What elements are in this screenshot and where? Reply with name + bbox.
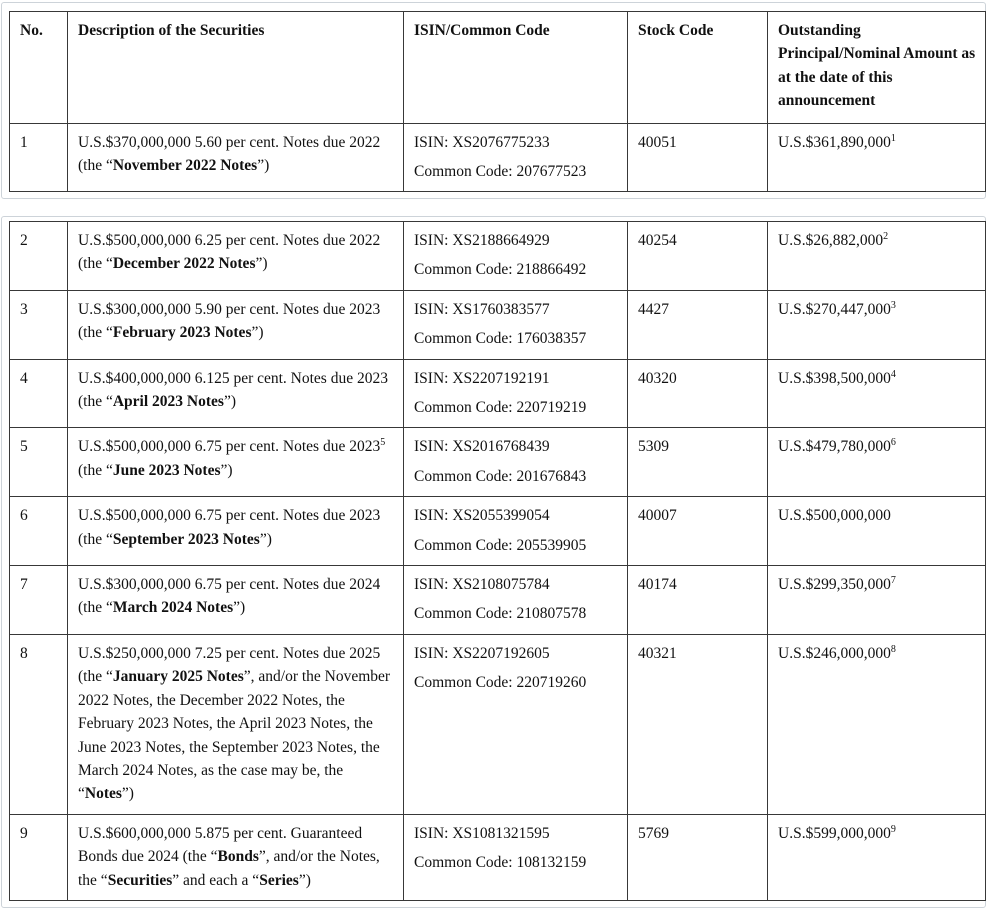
cell-row-number: 7	[10, 566, 68, 635]
header-cell-no: No.	[10, 12, 68, 124]
cell-row-number: 3	[10, 290, 68, 359]
table-row	[10, 814, 986, 900]
header-cell-description: Description of the Securities	[68, 12, 404, 124]
cell-row-number: 9	[10, 814, 68, 900]
cell-outstanding-amount: U.S.$270,447,000$^3$	[768, 290, 986, 359]
cell-isin-common-code	[404, 814, 628, 900]
common-code-line: Common Code: 220719260	[414, 674, 587, 692]
cell-security-description: U.S.$500,000,000 6.75 per cent. Notes due 2023$^5$ (the “June 2023 Notes”)	[68, 428, 404, 497]
isin-code-line: ISIN: XS2055399054	[414, 507, 550, 525]
header-cell-outstanding: Outstanding Principal/Nominal Amount as at the date of this announcement	[768, 12, 986, 124]
header-row	[10, 12, 986, 124]
common-code-line: Common Code: 218866492	[414, 261, 587, 279]
header-cell-isin: ISIN/Common Code	[404, 12, 628, 124]
common-code-line: Common Code: 220719219	[414, 399, 587, 417]
isin-code-line: ISIN: XS2016768439	[414, 438, 550, 456]
footnote-superscript: 1	[890, 132, 896, 144]
cell-security-description: U.S.$370,000,000 5.60 per cent. Notes due 2022 (the “November 2022 Notes”)	[68, 123, 404, 192]
cell-stock-code: 4427	[628, 290, 768, 359]
table-row	[10, 634, 986, 814]
cell-security-description: U.S.$600,000,000 5.875 per cent. Guaranteed Bonds due 2024 (the “Bonds”, and/or the Notes, the “Securities” and each a “Series”)	[68, 814, 404, 900]
common-code-line: Common Code: 176038357	[414, 330, 587, 348]
common-code-line: Common Code: 207677523	[414, 163, 587, 181]
cell-row-number: 5	[10, 428, 68, 497]
cell-outstanding-amount: U.S.$599,000,000$^9$	[768, 814, 986, 900]
table-row	[10, 290, 986, 359]
cell-row-number: 2	[10, 222, 68, 291]
header-cell-stock-code: Stock Code	[628, 12, 768, 124]
footnote-superscript: 7	[890, 574, 896, 586]
isin-code-line: ISIN: XS2188664929	[414, 232, 550, 249]
cell-stock-code: 5769	[628, 814, 768, 900]
securities-table-card-top	[1, 2, 986, 199]
footnote-superscript: 3	[890, 299, 896, 311]
cell-isin-common-code	[404, 566, 628, 635]
isin-code-line: ISIN: XS2108075784	[414, 576, 550, 594]
table-row	[10, 359, 986, 428]
footnote-superscript: 8	[890, 643, 896, 655]
cell-isin-common-code	[404, 634, 628, 814]
cell-security-description: U.S.$300,000,000 5.90 per cent. Notes due 2023 (the “February 2023 Notes”)	[68, 290, 404, 359]
cell-stock-code: 40051	[628, 123, 768, 192]
isin-code-line: ISIN: XS2207192191	[414, 369, 550, 387]
cell-stock-code: 40007	[628, 497, 768, 566]
cell-outstanding-amount: U.S.$361,890,000$^1$	[768, 123, 986, 192]
cell-row-number: 4	[10, 359, 68, 428]
footnote-superscript: 6	[890, 437, 896, 449]
table-row	[10, 566, 986, 635]
table-row	[10, 428, 986, 497]
footnote-superscript: 5	[380, 437, 386, 449]
table-row	[10, 123, 986, 192]
isin-code-line: ISIN: XS1760383577	[414, 300, 550, 318]
common-code-line: Common Code: 201676843	[414, 467, 587, 485]
cell-stock-code: 40320	[628, 359, 768, 428]
cell-outstanding-amount: U.S.$26,882,000$^2$	[768, 222, 986, 291]
isin-code-line: ISIN: XS2207192605	[414, 644, 550, 662]
footnote-superscript: 4	[890, 368, 896, 380]
cell-security-description: U.S.$500,000,000 6.75 per cent. Notes due 2023 (the “September 2023 Notes”)	[68, 497, 404, 566]
cell-security-description: U.S.$300,000,000 6.75 per cent. Notes due 2024 (the “March 2024 Notes”)	[68, 566, 404, 635]
table-row	[10, 497, 986, 566]
cell-isin-common-code	[404, 290, 628, 359]
common-code-line: Common Code: 205539905	[414, 536, 587, 554]
cell-stock-code: 40254	[628, 222, 768, 291]
cell-outstanding-amount: U.S.$479,780,000$^6$	[768, 428, 986, 497]
common-code-line: Common Code: 210807578	[414, 605, 587, 623]
cell-row-number: 1	[10, 123, 68, 192]
cell-stock-code: 5309	[628, 428, 768, 497]
footnote-superscript: 9	[890, 823, 896, 835]
cell-isin-common-code	[404, 428, 628, 497]
footnote-superscript: 2	[883, 230, 889, 242]
cell-isin-common-code	[404, 497, 628, 566]
securities-table-header-section	[9, 11, 986, 192]
cell-stock-code: 40321	[628, 634, 768, 814]
cell-outstanding-amount: U.S.$500,000,000	[768, 497, 986, 566]
common-code-line: Common Code: 108132159	[414, 854, 587, 872]
securities-table-card-bottom	[1, 216, 986, 908]
cell-security-description: U.S.$500,000,000 6.25 per cent. Notes due 2022 (the “December 2022 Notes”)	[68, 222, 404, 291]
cell-row-number: 8	[10, 634, 68, 814]
cell-security-description: U.S.$400,000,000 6.125 per cent. Notes due 2023 (the “April 2023 Notes”)	[68, 359, 404, 428]
cell-outstanding-amount: U.S.$246,000,000$^8$	[768, 634, 986, 814]
table-row	[10, 222, 986, 291]
cell-outstanding-amount: U.S.$299,350,000$^7$	[768, 566, 986, 635]
cell-isin-common-code	[404, 123, 628, 192]
isin-code-line: ISIN: XS1081321595	[414, 824, 550, 842]
isin-code-line: ISIN: XS2076775233	[414, 133, 550, 151]
cell-isin-common-code	[404, 222, 628, 291]
cell-stock-code: 40174	[628, 566, 768, 635]
cell-row-number: 6	[10, 497, 68, 566]
cell-isin-common-code	[404, 359, 628, 428]
cell-outstanding-amount: U.S.$398,500,000$^4$	[768, 359, 986, 428]
securities-table-body-section	[9, 221, 986, 901]
cell-security-description: U.S.$250,000,000 7.25 per cent. Notes due 2025 (the “January 2025 Notes”, and/or the November 2022 Notes, the December 2022 Notes, the February 2023 Notes, the April 2023 Notes, the June 2023 Notes, the September 2023 Notes, the March 2024 Notes, as the case may be, the “Notes”)	[68, 634, 404, 814]
